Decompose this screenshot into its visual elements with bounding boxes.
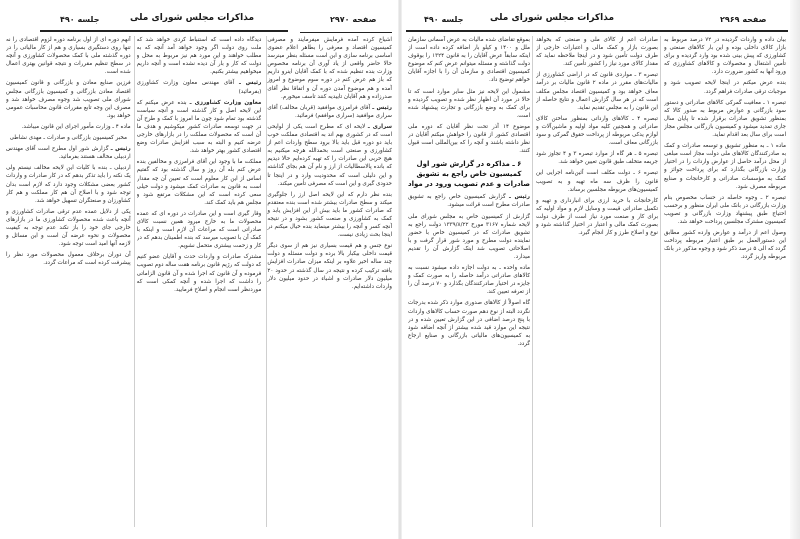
signature: مخبر کمیسیون بازرگانی و صادرات ـ مهدی نشاطی	[9, 135, 128, 142]
running-title: مذاکرات مجلس شورای ملی	[489, 13, 615, 23]
column-2	[536, 36, 658, 529]
paragraph: بموقع تقاضای شده مالیات به عرض آسمانی سازمان ملل و ۱۴۰۰ و کیلو بار اضافه کرده داده است از اینکه سابقاً عرض آقایان را به قانون ۱۳۲۴ را بوقوف دولت گذاشته و مسئله میتوانم عرض کنم که موضوع کمیسیون اقتصادی و سازمان آن را با اجازه آقایان خواهم توضیح داد.	[408, 37, 530, 84]
speaker-name: رئیس ـ	[238, 80, 262, 87]
paragraph: نوع جنس و هم قیمت بسیاری نیز هم از سوی دیگر قیمت داخلی بیکبار بالا برده و دولت مسئله و دولت چند ساله اخیر علاوه بر اینکه میزان صادرات افزایش یافته ترکیب کرده و نتیجه در سال گذشته در حدود ۲۰ میلیون دلار صادرات و اشیاء در حدود میلیون دلار واردات داشته‌ایم.	[267, 243, 392, 290]
section-heading: ۶ ـ مذاکره در گزارش شور اول کمیسیون خاص راجع به تشویق صادرات و عدم تصویب ورود در مواد	[408, 160, 530, 189]
column-divider	[532, 36, 533, 527]
paragraph: تبصره ۵ ـ هر گاه از موارد تبصره ۳ و ۴ تجاوز شود جریمه متخلف طبق قانون تعیین خواهد شد.	[536, 151, 658, 166]
speaker-name: رئیس ـ	[110, 146, 131, 153]
column-divider	[266, 36, 267, 527]
speaker-name: رئیس ـ	[509, 194, 530, 201]
paragraph: مشترک صادرات و واردات حدت و آقایان عضو کنیم که دولت که رژیم قانون برنامه هفت ساله دوم تصویب فرموده و آن قانون که اجرا شده و آن قانون الزاماتی را داشت که اجرا شده و آنچه کمکی است که موردنظر است انجام و اصلاح فرمایید.	[136, 254, 262, 293]
paragraph: تبصره ۳ ـ مواردی قانون که در اراضی کشاورزی از مالیات‌های مقرر در ماده ۲ قانون مالیات بر درآمد معاف خواهد بود و کمیسیون اقتصاد مجلس مکلف است که در هر سال گزارش اعمال و نتایج حاصله از این قانون را به مجلس تقدیم نماید.	[536, 72, 658, 111]
right-page-columns	[408, 36, 786, 529]
header-rule	[40, 30, 288, 32]
column-1	[664, 36, 786, 529]
paragraph: اردبیلی ـ بنده با کلیات این لایحه مخالف نیستم ولی یک نکته را باید تذکر بدهم که در کار صادرات و واردات کشور بعضی مشکلات وجود دارد که لازم است بدان توجه شود و با اصلاح آن هم کار مملکت و هم کار کشاورزان و صنعتگران تسهیل خواهد شد.	[5, 165, 131, 204]
speaker-name: سراری ـ	[367, 123, 392, 130]
speaker-name: رئیس ـ	[372, 104, 392, 111]
page-number: صفحه ۲۹۶۹	[720, 15, 767, 24]
paragraph: بیان داده و واردات گردیده در ۷۲ درصد مربوط به بازار کالای داخلی بوده و این بار کالاهای صنعتی و کشاورزی که پیش بینی شده بود وارد گردیده و برای تأمین اشتغال و محصولات و کالاهای کشاورزی که ورود آنها به کشور ضرورت دارد.	[664, 37, 786, 76]
speaker-name: معاون وزارت کشاورزی ـ	[189, 99, 262, 106]
paragraph: وقار گیری است و این صادرات در دوره ای که عمده محصولات ما به خارج میرود همین نسبت کالای صادراتی است که مراعات آن لازم است و اینکه با کمک آن با تصویب میرسد که بنده اطمینان بدهم که در کار و زحمت بیشتری متحمل نشویم.	[136, 210, 262, 250]
session-number: جلسه ۴۹۰	[60, 15, 100, 24]
paragraph: صادرات اعم از کالای ملی و صنعتی که بخواهد بصورت بازار و کمک مالی و اعتبارات خارجی از طرف دولت تأمین شود و در اینجا ملاحظه نماید که مقدار کالای مورد نیاز را کشور تأمین کند.	[536, 37, 658, 68]
header-rule	[406, 30, 788, 32]
right-page	[402, 0, 792, 539]
paragraph: وصول اعم از درآمد و عوارض وارده کشور مطابق این دستورالعمل بر طبق اعتبار مربوطه پرداخت گردد که الی ۵ درصد ذکر شود و وجوه مذکور در بانک مربوطه واریز گردد.	[664, 230, 786, 261]
paragraph: رئیس ـ گزارش کمیسیون خاص راجع به تشویق صادرات مطرح است قرائت میشود.	[408, 194, 530, 209]
paragraph: معاون وزارت کشاورزی ـ بنده عرض میکنم که این لایحه اصل و کار گذشته است و آنچه سیاست گذشته بود تمام شود چون ما امروز با کمک و طرح آن در جهت توسعه صادرات کشور میکوشیم و هدف ما آن است که محصولات مملکت را در بازارهای خارجی عرضه کنیم و البته به سبب افزایش صادرات وضع اقتصادی کشور بهتر خواهد شد.	[136, 99, 262, 155]
paragraph: یکی از دلایل عمده عدم ترقی صادرات کشاورزی و آنچه باعث شده محصولات کشاورزی ما در بازارهای خارجی جای خود را باز نکند عدم توجه به کیفیت محصولات و نحوه عرضه آن است و این مسائل و لازمه آنها امید است توجه شود.	[5, 208, 131, 248]
left-page	[0, 0, 398, 539]
paragraph: آنهم دوره ای از اول برنامه دوره لزوم اقتصادی را نه تنها روی دستگیری بسیاری و هم از کار مالیاتی را در دوره گذشته ملی با کمک محصولات کشاورزی و آنچه در سطح تنظیم مقررات و نتیجه قوانین بهتری اعمال شده است.	[5, 37, 131, 76]
column-1	[267, 36, 392, 529]
paragraph: کارخانجات با خرید ارزی برای انبارداری و تهیه و تکمیل صادراتی قیمت و وسایل لازم و مواد اولیه که برای کار و صنعت مورد نیاز است از طرف دولت بصورت کمک مالی و اعتبار در اختیار گذاشته شود و نوع و اصلاح طرز و کار انجام گیرد.	[536, 197, 658, 237]
header-rule-secondary	[300, 32, 392, 33]
paragraph: ماده ۱ ـ به منظور تشویق و توسعه صادرات و کمک به صادرکنندگان کالاهای ملی دولت مجاز است مبلغی از محل درآمد حاصل از عوارض واردات را در اختیار وزارت بازرگانی بگذارد که برای پرداخت جوائز و کمک به مؤسسات صادراتی و کارخانجات و صنایع مربوطه مصرف شود.	[664, 143, 786, 190]
left-page-columns	[6, 36, 392, 529]
paragraph: بنده عرض میکنم در اینجا لایحه تصویب شود و موجبات ترقی صادرات فراهم گردد.	[664, 80, 786, 95]
page-edge	[790, 0, 800, 539]
column-3	[408, 36, 530, 529]
column-2	[137, 36, 262, 529]
paragraph: مشمول این لایحه نیز مثل سایر موارد است که تا حالا در مورد آن اظهار نظر شده و تصویب گردیده و برای کمک به وضع بازرگانی و تجارت پیشنهاد شده است.	[408, 88, 530, 119]
paragraph: فرزین صنایع معادن و بازرگانی و قانون کمیسیون اقتصاد معادن بازرگانی و کمیسیون بازرگانی مجلس شورای ملی تصویب شد وجوه مصرف خواهد شد و مصرف این وجه تابع مقررات قانون محاسبات عمومی خواهد بود.	[5, 80, 131, 119]
paragraph: رئیس ـ گزارش شور اول مطرح است آقای مهندس اردبیلی مخالف هستند بفرمائید.	[5, 146, 131, 161]
column-divider	[134, 36, 135, 527]
paragraph: تبصره ۲ ـ وجوه حاصله در حساب مخصوص بنام وزارت بازرگانی در بانک ملی ایران منظور و برحسب احتیاج طبق پیشنهاد وزارت بازرگانی و تصویب کمیسیون مشترک مجلسین پرداخت خواهد شد.	[664, 194, 786, 225]
paragraph: ماده ۴ ـ وزارت مأمور اجرای این قانون میباشد.	[21, 123, 131, 130]
paragraph: اشیاع کرده آمده فرمایش میفرمایند و مصرفی کمیسیون اقتصاد و معرفی را بطاهر اعلام عضوی اساسی برنامه سازی و این است مسئله بنظر مینرسد حالا حاضر واقعی از یاد آوری آن برنامه مخصوص وزارت بنده تنظیم شده که با کمک آقایان اینرو داریم که باز هم عرض کنم در دوره سوم موضوع و امروز آمده و هم موضوع آمدن دوره آن و اتفاقا نظر آقای صدرزاده و هم آقایان تاییدیه کنند تاسف میخورم.	[267, 37, 392, 100]
session-number: جلسه ۴۹۰	[424, 15, 464, 24]
column-3	[6, 36, 131, 529]
paragraph: تبصره ۶ ـ دولت مکلف است آئین‌نامه اجرایی این قانون را ظرف سه ماه تهیه و به تصویب کمیسیون‌های مربوطه مجلسین برساند.	[536, 170, 658, 193]
page-number: صفحه ۲۹۷۰	[330, 15, 377, 24]
paragraph: مملکت ما با وجود این آقای فرامرزی و مخالفین بنده عرض کنم بله آن روز و سال گذشته بود که گفتیم اساس از این کار معلوم است که تعیین آن چه مقدار است به قانون به صادرات کمک میشود و دولت خیلی سعی کرده است که این مشکلات مرتفع شود و مجلس هم باید کمک کند.	[136, 159, 262, 206]
running-title: مذاکرات مجلس شورای ملی	[129, 13, 255, 23]
paragraph: گزارش از کمیسیون خاص به مجلس شورای ملی لایحه شماره ۳۱۶۷ مورخ ۱۳۳۹/۸/۲۲ دولت راجع به تشویق صادرات که در کمیسیون خاص با حضور نماینده دولت مطرح و مورد شور قرار گرفت و با اصلاحاتی تصویب شد اینک گزارش آن را تقدیم میدارد.	[408, 213, 530, 260]
right-page-header	[402, 12, 792, 28]
paragraph: ماده واحده ـ به دولت اجازه داده میشود نسبت به کالاهای صادراتی درآمد حاصله را به صورت کمک و جایزه در اختیار صادرکنندگان بگذارد و ۷۰ درصد آن را از تعرفه تعیین کند.	[408, 265, 530, 296]
paragraph: موضوع ۱۴ آذر تحت نظر آقایان که دوره ملی اقتصادی کشور از قانون را خواهش میکنم آقایان در نظر داشته باشند و آنچه را که بین‌المللی است قبول کنند.	[408, 123, 530, 155]
paragraph: دیدگاه داده است که استنباط کردی خواهد شد که ملت روی دولت اگر وجود خواهد آمد آنچه که به مطلب خواهند و این مورد هم نیز مربوط به محل و دولت که کار و بار آن دیده نشده است و آنچه داریم میخواهیم بیشتر بکنیم.	[136, 37, 262, 76]
paragraph: تبصره ۱ ـ معافیت گمرکی کالاهای صادراتی و دستور سود بازرگانی و عوارض مربوط به صدور کالا که بمنظور تشویق صادرات برقرار شده تا پایان سال جاری تمدید میشود و کمیسیون بازرگانی مجلس مجاز است برای سال بعد اقدام نماید.	[664, 99, 786, 139]
paragraph: تبصره ۴ ـ کالاهای وارداتی بمنظور ساختن کالای صادراتی و همچنین کلیه مواد اولیه و ماشین‌آلات و لوازم یدکی مربوطه از پرداخت حقوق گمرکی و سود بازرگانی معاف است.	[536, 115, 658, 147]
paragraph: سراری ـ لایحه ای که مطرح است یکی از لوایحی است که در کشوری بهم اند به اقتصادی مملکت خوب باید دو دوره قبل باید بالا برود سطح واردات اعم از کشاورزی و صنعتی است بحمدالله هرچه میکنیم به هیچ حربی این صادرات را که تهیه کرده‌ایم حالا دیدیم که بانده پالاسطالیات از ارز و نام آن هم بجای گذاشته و این دلیلی است که محدودیت وارد و در اینجا تا حدودی گیری و این است که مصرفی تأمین میکند.	[267, 123, 392, 187]
column-divider	[660, 36, 661, 527]
paragraph: رئیس ـ آقای فرامرزی موافقید (قربان مخالف) آقای سراری موافقید (سراری موافقم) فرمائید.	[267, 104, 392, 119]
paragraph: گاه اصولاً از کالاهای صدوری موارد ذکر شده بدرجات نگردد البته از نوع دهم صورت حساب کالاهای واردات با پنج درصد اضافی در این گزارش تعیین شده و در نتیجه این موارد قید شده بیشتر از آنچه اضافه شود به کمیسیون‌های مالیاتی بازرگانی و صنایع ارجاع گردد.	[408, 300, 530, 347]
paragraph: بنده نظر دارم که این لایحه اصل ارز را جلوگیری میکند و سطح صادرات بیشتر شده است بنده معتقدم که صادرات کشور ما باید بیش از این افزایش یابد و کمک به کشاورزی و صنعت کشور بشود و در نتیجه آنچه کسر و آنچه را بیشتر مینماید بنده خیال میکنم در اینجا بحث زیادی نیست.	[267, 191, 392, 239]
left-page-header	[0, 12, 398, 28]
paragraph: رئیس ـ آقای مهندس معاون وزارت کشاورزی (بفرمائید)	[136, 80, 262, 95]
paragraph: آن دوران برخلاف معمول محصولات مورد نظر را پیشرفت کرده است که مراعات گردد.	[5, 252, 131, 267]
